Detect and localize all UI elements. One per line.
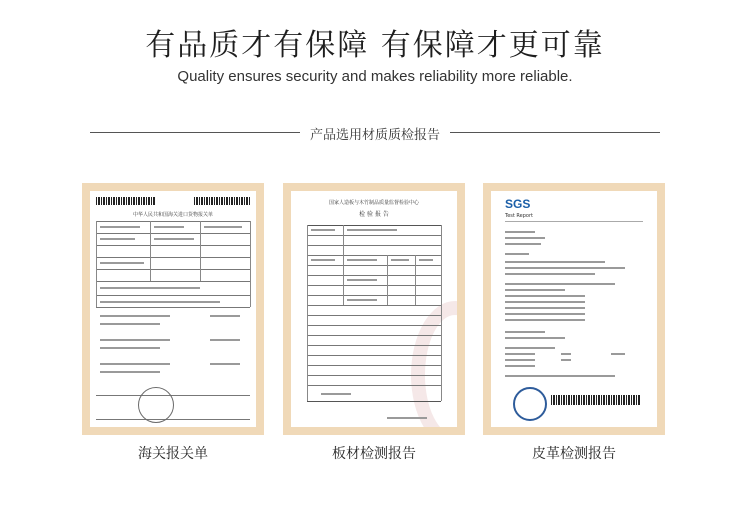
leather-report-caption: 皮革检测报告 — [532, 446, 616, 462]
leather-report-card[interactable] — [483, 183, 665, 435]
divider-line-right — [450, 132, 660, 133]
board-report-document — [291, 191, 457, 427]
barcode-right — [194, 197, 250, 205]
sgs-doc-heading: Test Report — [505, 213, 534, 219]
customs-declaration-caption: 海关报关单 — [138, 446, 208, 462]
sgs-seal — [513, 387, 547, 421]
barcode-left — [96, 197, 156, 205]
customs-stamp — [138, 387, 174, 423]
sgs-barcode — [551, 395, 641, 405]
board-report-card[interactable] — [283, 183, 465, 435]
section-label: 产品选用材质质检报告 — [309, 128, 440, 143]
customs-declaration-document — [90, 191, 256, 427]
board-report-caption: 板材检测报告 — [332, 446, 416, 462]
customs-declaration-card[interactable] — [82, 183, 264, 435]
section-divider — [90, 122, 660, 142]
divider-line-left — [90, 132, 300, 133]
leather-report-document — [491, 191, 657, 427]
sgs-logo: SGS — [505, 197, 531, 211]
watermark — [411, 301, 457, 427]
board-doc-subheading: 检 验 报 告 — [359, 211, 389, 218]
board-doc-heading: 国家人造板与木竹制品质量监督检验中心 — [328, 200, 419, 206]
page-title: 有品质才有保障 有保障才更可靠 — [145, 28, 605, 63]
page-subtitle: Quality ensures security and makes reliability more reliable. — [177, 68, 573, 85]
customs-doc-heading: 中华人民共和国海关进口货物报关单 — [132, 212, 213, 218]
